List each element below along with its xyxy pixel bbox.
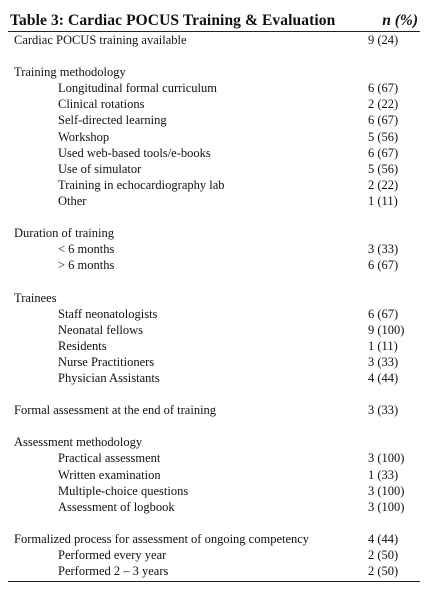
row-label: Clinical rotations <box>58 97 145 112</box>
section-row <box>8 531 420 547</box>
item-row <box>8 354 420 370</box>
spacer-row <box>8 418 420 434</box>
item-row <box>8 257 420 273</box>
row-label: Physician Assistants <box>58 370 160 385</box>
section-row <box>8 290 420 306</box>
row-label: > 6 months <box>58 258 115 273</box>
table-bottom-rule <box>8 581 420 582</box>
spacer-row <box>8 209 420 225</box>
row-value: 1 (11) <box>368 338 398 353</box>
row-value: 3 (100) <box>368 499 405 514</box>
row-label: Staff neonatologists <box>58 306 158 321</box>
row-label: Workshop <box>58 129 110 144</box>
item-row <box>8 547 420 563</box>
count-column-label: n <box>382 12 391 29</box>
row-value: 5 (56) <box>368 129 399 144</box>
table-title: Table 3: Cardiac POCUS Training & Evaluation <box>10 12 336 29</box>
section-row <box>8 402 420 418</box>
item-row <box>8 193 420 209</box>
row-value: 2 (22) <box>368 177 399 192</box>
item-row <box>8 499 420 515</box>
item-row <box>8 145 420 161</box>
item-row <box>8 96 420 112</box>
row-label: Used web-based tools/e-books <box>58 145 211 160</box>
spacer-row <box>8 515 420 531</box>
item-row <box>8 450 420 466</box>
item-row <box>8 467 420 483</box>
item-row <box>8 241 420 257</box>
row-label: Performed 2 – 3 years <box>58 564 169 579</box>
row-label: Residents <box>58 338 107 353</box>
percent-column-label: (%) <box>394 12 418 29</box>
row-label: Practical assessment <box>58 451 161 466</box>
section-row <box>8 225 420 241</box>
row-label: Cardiac POCUS training available <box>14 33 187 47</box>
row-value: 6 (67) <box>368 113 399 128</box>
row-value: 2 (50) <box>368 564 399 579</box>
row-label: Multiple-choice questions <box>58 483 189 498</box>
row-value: 9 (100) <box>368 322 405 337</box>
item-row <box>8 338 420 354</box>
section-row <box>8 434 420 450</box>
row-value: 6 (67) <box>368 306 399 321</box>
spacer-row <box>8 386 420 402</box>
row-value: 1 (33) <box>368 467 399 482</box>
row-value <box>368 290 420 306</box>
item-row <box>8 112 420 128</box>
row-value: 3 (100) <box>368 451 405 466</box>
item-row <box>8 563 420 579</box>
row-value: 4 (44) <box>368 370 399 385</box>
row-value: 5 (56) <box>368 161 399 176</box>
row-label: Assessment methodology <box>14 435 143 450</box>
row-value: 1 (11) <box>368 193 398 208</box>
row-value: 6 (67) <box>368 258 399 273</box>
item-row <box>8 177 420 193</box>
row-value: 6 (67) <box>368 81 399 96</box>
row-label: Written examination <box>58 467 161 482</box>
spacer-row <box>8 48 420 64</box>
row-value: 6 (67) <box>368 145 399 160</box>
row-label: Performed every year <box>58 548 167 562</box>
row-label: Assessment of logbook <box>58 499 175 514</box>
count-percent-column-header <box>382 12 418 30</box>
row-label: Self-directed learning <box>58 113 167 128</box>
table-body <box>8 32 420 579</box>
item-row <box>8 161 420 177</box>
item-row <box>8 483 420 499</box>
row-value <box>368 434 420 450</box>
item-row <box>8 129 420 145</box>
row-label: Neonatal fellows <box>58 322 144 337</box>
row-label: Nurse Practitioners <box>58 354 155 369</box>
row-label: Training in echocardiography lab <box>58 177 225 192</box>
row-label: Use of simulator <box>58 161 142 176</box>
row-label: Longitudinal formal curriculum <box>58 81 217 96</box>
row-label: Other <box>58 193 87 208</box>
row-value <box>368 64 420 80</box>
table-header-row <box>8 12 420 32</box>
row-label: < 6 months <box>58 242 115 257</box>
item-row <box>8 80 420 96</box>
row-value: 2 (50) <box>368 548 399 562</box>
row-value: 3 (33) <box>368 354 399 369</box>
row-label: Trainees <box>14 290 57 305</box>
section-row <box>8 64 420 80</box>
row-label: Formal assessment at the end of training <box>14 403 217 418</box>
item-row <box>8 306 420 322</box>
row-value <box>368 225 420 241</box>
item-row <box>8 370 420 386</box>
item-row <box>8 322 420 338</box>
row-value: 3 (33) <box>368 403 399 418</box>
row-value: 3 (33) <box>368 242 399 257</box>
row-label: Duration of training <box>14 226 114 241</box>
section-row <box>8 32 420 48</box>
training-evaluation-table <box>8 12 420 582</box>
row-label: Training methodology <box>14 65 126 80</box>
row-value: 2 (22) <box>368 97 399 112</box>
row-value: 4 (44) <box>368 531 399 546</box>
row-value: 9 (24) <box>368 33 399 47</box>
spacer-row <box>8 273 420 289</box>
row-value: 3 (100) <box>368 483 405 498</box>
row-label: Formalized process for assessment of ongoing competency <box>14 531 310 546</box>
